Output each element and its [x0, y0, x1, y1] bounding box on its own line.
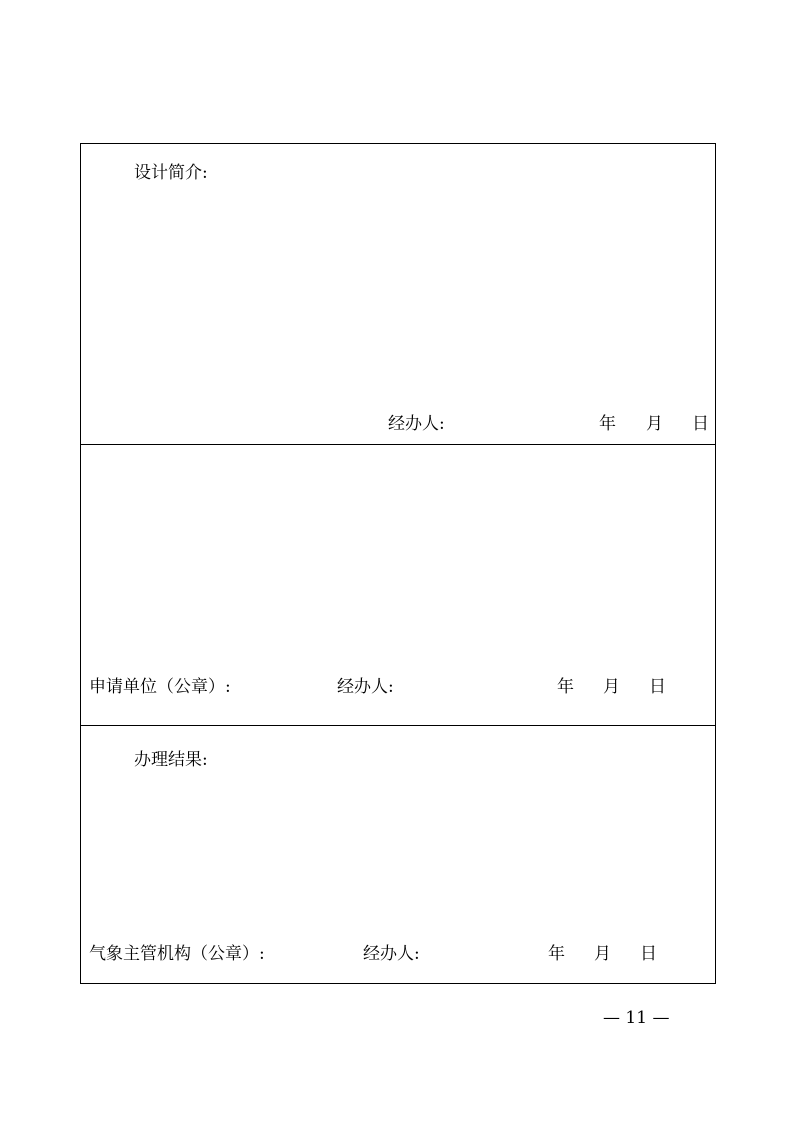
- design-handler-label: 经办人:: [388, 414, 445, 434]
- result-month-label: 月: [594, 944, 611, 964]
- result-day-label: 日: [640, 944, 657, 964]
- applicant-handler-label: 经办人:: [337, 677, 394, 697]
- applicant-section: [81, 445, 715, 726]
- applicant-unit-seal-label: 申请单位（公章）:: [89, 677, 231, 697]
- result-section: [81, 726, 715, 983]
- applicant-year-label: 年: [557, 677, 574, 697]
- design-summary-section: [81, 144, 715, 445]
- design-summary-label: 设计简介:: [134, 163, 208, 183]
- design-day-label: 日: [692, 414, 709, 434]
- design-month-label: 月: [646, 414, 663, 434]
- result-label: 办理结果:: [134, 750, 208, 770]
- applicant-day-label: 日: [649, 677, 666, 697]
- page-number: — 11 —: [603, 1008, 670, 1028]
- form-table: [80, 143, 716, 984]
- applicant-month-label: 月: [603, 677, 620, 697]
- result-year-label: 年: [548, 944, 565, 964]
- authority-seal-label: 气象主管机构（公章）:: [89, 944, 265, 964]
- design-year-label: 年: [599, 414, 616, 434]
- result-handler-label: 经办人:: [363, 944, 420, 964]
